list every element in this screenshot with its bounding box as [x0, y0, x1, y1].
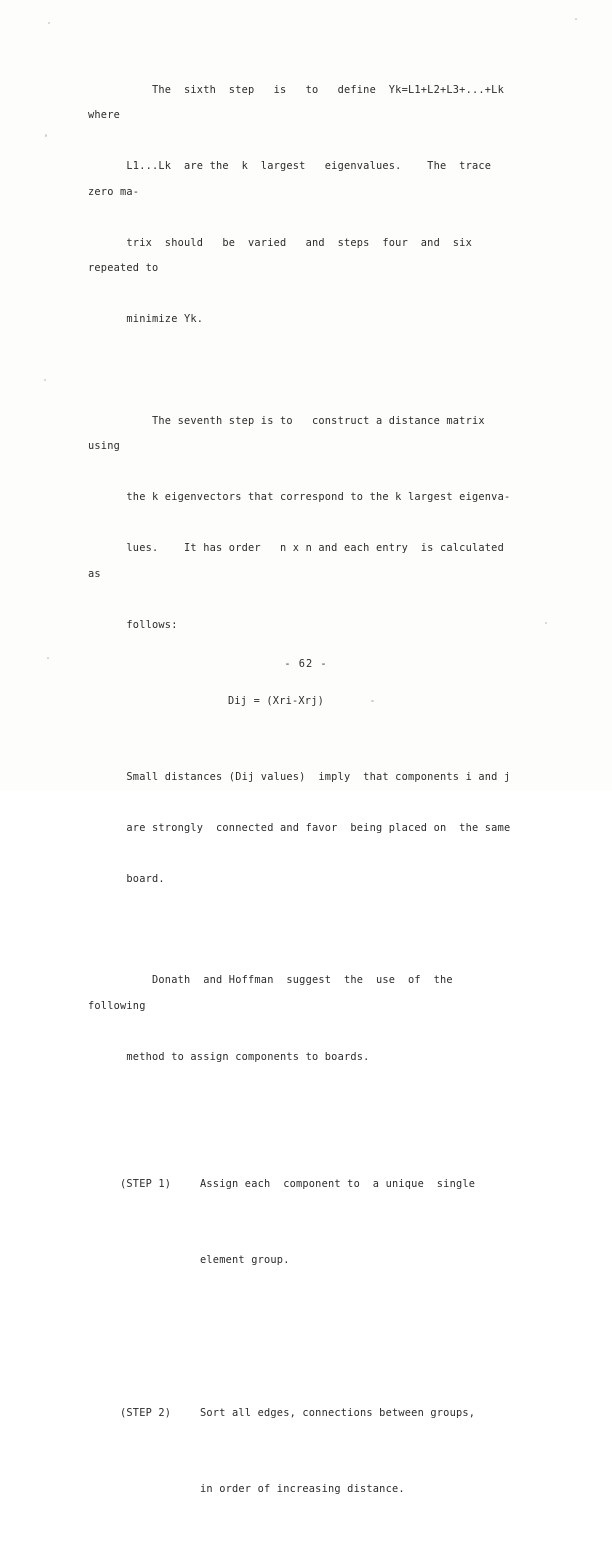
scan-speck: [575, 18, 577, 20]
paragraph-line: minimize Yk.: [126, 313, 204, 325]
paragraph-line: board.: [126, 872, 165, 885]
scan-speck: [45, 134, 47, 137]
paragraph-sixth-step: [88, 52, 524, 358]
formula-spacer-bottom: [88, 714, 520, 739]
step-text-line: Sort all edges, connections between groups,: [200, 1406, 476, 1419]
page-text-body: [88, 52, 524, 1554]
paragraph-line: trix should be varied and steps four and six repeated to: [88, 236, 492, 274]
paragraph-donath-hoffman: [88, 943, 520, 1096]
step-text-line: Assign each component to a unique single: [200, 1177, 476, 1190]
scan-speck: [48, 22, 50, 24]
paragraph-line: The sixth step is to define Yk=L1+L2+L3+...+Lk where: [88, 83, 524, 121]
scan-speck: [545, 622, 547, 624]
paragraph-line: L1...Lk are the k largest eigenvalues. The trace zero ma-: [88, 160, 498, 198]
step-spacer: [88, 1325, 520, 1350]
step-label: (STEP 2): [120, 1406, 172, 1419]
paragraph-seventh-step: [88, 383, 520, 664]
paragraph-line: lues. It has order n x n and each entry is calculated as: [88, 542, 511, 580]
step-item: [88, 1350, 520, 1554]
step-item: [88, 1121, 520, 1325]
paragraph-line: Small distances (Dij values) imply that components i and j: [126, 770, 511, 783]
step-label: (STEP 1): [120, 1177, 172, 1190]
paragraph-small-distances: [88, 739, 520, 918]
step-text-line: in order of increasing distance.: [200, 1483, 405, 1495]
step-text-line: element group.: [200, 1254, 290, 1266]
paragraph-line: Donath and Hoffman suggest the use of the following: [88, 974, 466, 1012]
paragraph-line: follows:: [126, 618, 178, 631]
scan-speck: [44, 379, 46, 381]
paragraph-line: are strongly connected and favor being placed on the same: [126, 821, 511, 834]
page-number: - 62 -: [284, 658, 328, 670]
paragraph-spacer: [88, 358, 520, 383]
paragraph-spacer: [88, 918, 520, 943]
paragraph-line: the k eigenvectors that correspond to the k largest eigenva-: [126, 491, 511, 503]
formula-dij: Dij = (Xri-Xrj): [228, 694, 324, 707]
paragraph-line: method to assign components to boards.: [126, 1050, 370, 1063]
steps-spacer: [88, 1096, 520, 1121]
paragraph-line: The seventh step is to construct a distance matrix using: [88, 414, 492, 452]
